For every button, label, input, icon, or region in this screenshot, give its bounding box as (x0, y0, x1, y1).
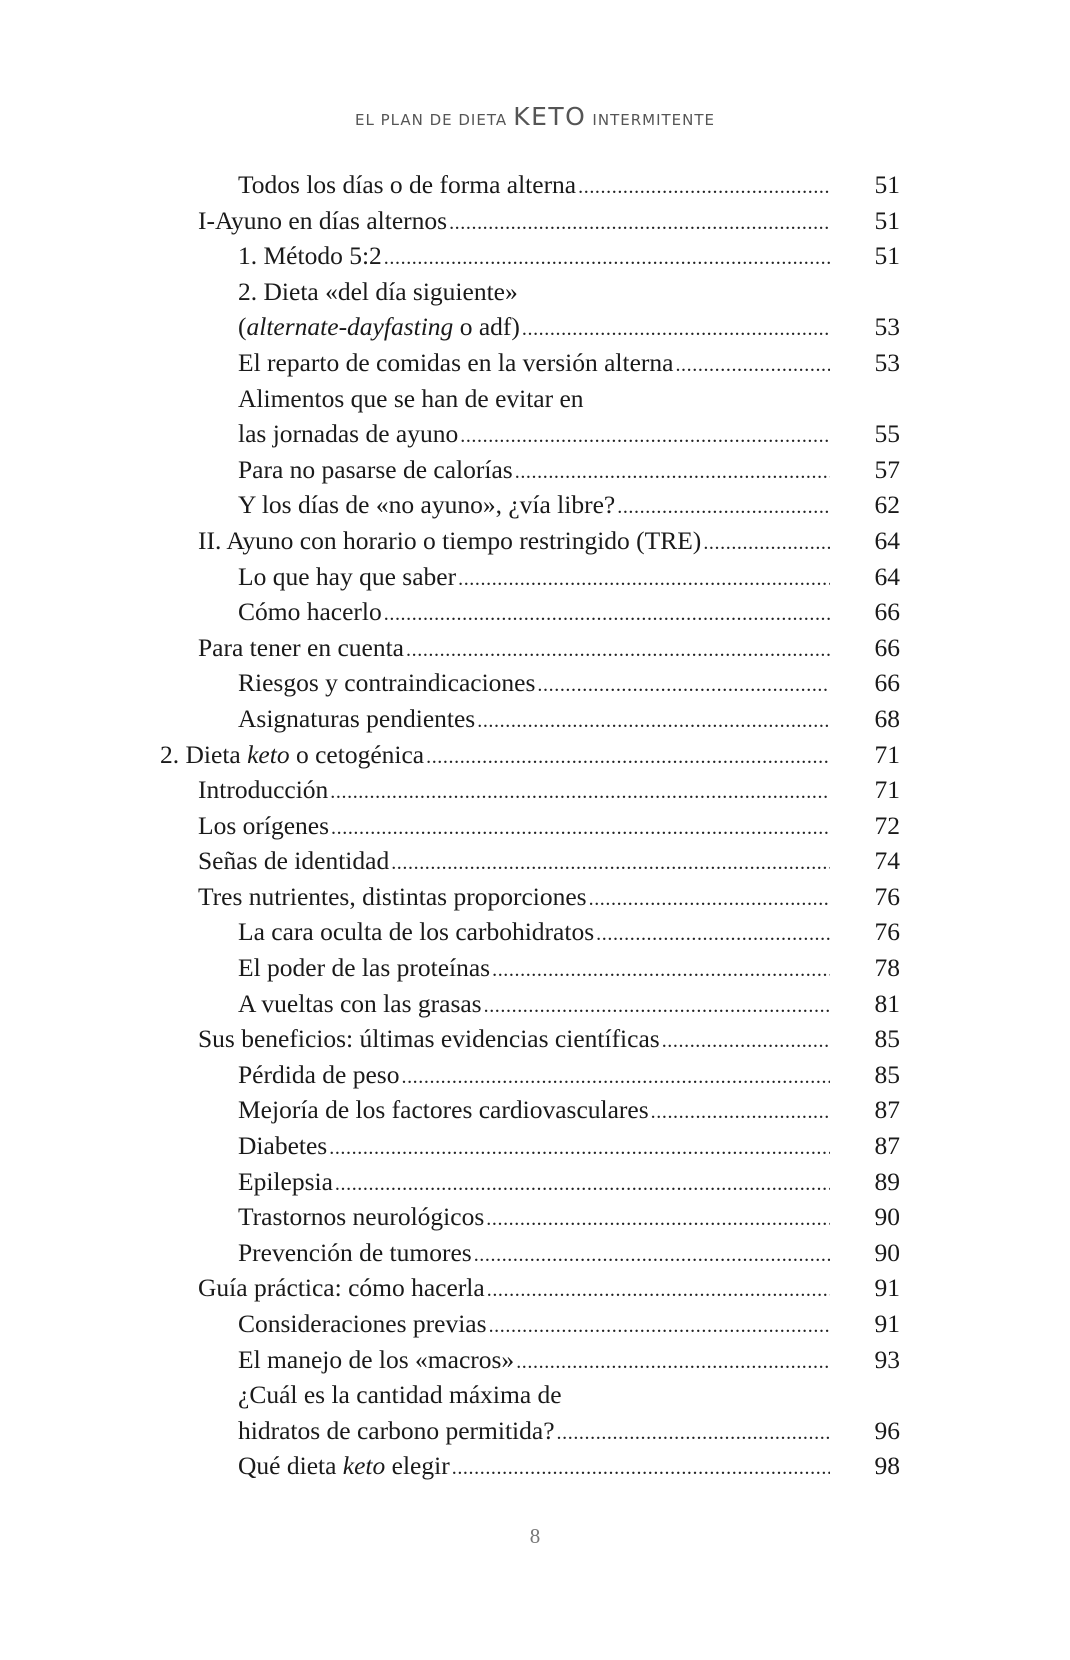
toc-entry-text (238, 416, 830, 455)
toc-entry-text (238, 345, 830, 384)
toc-entry (0, 1306, 1070, 1342)
toc-page-number: 51 (874, 205, 900, 235)
toc-entry-text (238, 167, 830, 206)
toc-page-number: 90 (874, 1237, 900, 1267)
toc-entry (0, 345, 1070, 381)
toc-entry-title (238, 1342, 516, 1378)
toc-entry-title (198, 1021, 662, 1057)
toc-entry-text (238, 1448, 830, 1487)
toc-entry-text (238, 452, 830, 491)
toc-page-number: 57 (874, 454, 900, 484)
toc-entry-title (160, 737, 426, 773)
toc-title-text: Guía práctica: cómo hacerla (198, 1273, 485, 1303)
toc-title-text-after: o adf) (453, 312, 520, 342)
toc-entry (0, 452, 1070, 488)
toc-entry (0, 381, 1070, 417)
toc-entry-title (238, 1235, 474, 1271)
toc-entry-text (238, 1306, 830, 1345)
toc-entry-title (238, 167, 578, 203)
toc-entry-text (238, 1057, 830, 1096)
toc-title-italic: keto (247, 739, 290, 769)
toc-title-text-after: elegir (385, 1451, 450, 1481)
toc-entry-title (198, 630, 406, 666)
toc-title-text: Y los días de «no ayuno», ¿vía libre? (238, 490, 616, 520)
toc-entry-title (198, 879, 589, 915)
dot-leader (651, 1095, 830, 1131)
toc-entry-text (238, 950, 830, 989)
toc-entry-title (238, 1092, 651, 1128)
toc-entry-text (238, 1199, 830, 1238)
toc-entry-title (238, 1164, 335, 1200)
toc-title-text: 2. Dieta (160, 739, 248, 769)
dot-leader (384, 241, 830, 277)
toc-title-text: Epilepsia (238, 1166, 333, 1196)
header-book-title-part1: EL PLAN DE DIETA (354, 111, 508, 129)
dot-leader (331, 811, 830, 847)
toc-entry (0, 238, 1070, 274)
dot-leader (384, 597, 830, 633)
dot-leader (449, 206, 830, 242)
toc-entry-title (238, 950, 492, 986)
toc-entry-text (238, 1377, 830, 1413)
dot-leader (516, 1345, 830, 1381)
toc-title-text: Riesgos y contraindicaciones (238, 668, 536, 698)
toc-entry-text (198, 1270, 830, 1309)
toc-entry (0, 274, 1070, 310)
toc-page-number: 53 (874, 347, 900, 377)
dot-leader (406, 633, 830, 669)
toc-title-text: El reparto de comidas en la versión alterna (238, 347, 674, 377)
dot-leader (487, 1273, 830, 1309)
toc-entry-text (238, 914, 830, 953)
toc-entry-text (238, 381, 830, 417)
toc-page-number: 74 (874, 846, 900, 876)
dot-leader (662, 1024, 830, 1060)
toc-entry (0, 1057, 1070, 1093)
toc-entry-title (198, 203, 449, 239)
toc-entry (0, 1377, 1070, 1413)
toc-entry-text (160, 737, 830, 776)
toc-entry (0, 167, 1070, 203)
toc-page-number: 85 (874, 1059, 900, 1089)
toc-page-number: 87 (874, 1095, 900, 1125)
toc-entry-text (238, 594, 830, 633)
toc-entry-title (238, 559, 458, 595)
toc-entry (0, 808, 1070, 844)
toc-page-number: 71 (874, 775, 900, 805)
toc-page-number: 64 (874, 525, 900, 555)
toc-entry (0, 1413, 1070, 1449)
toc-page-number: 90 (874, 1202, 900, 1232)
toc-page-number: 91 (874, 1273, 900, 1303)
toc-title-text: hidratos de carbono permitida? (238, 1415, 555, 1445)
toc-entry-title (238, 1199, 486, 1235)
toc-entry (0, 1092, 1070, 1128)
toc-page-number: 66 (874, 632, 900, 662)
dot-leader (458, 562, 830, 598)
toc-title-text: El manejo de los «macros» (238, 1344, 515, 1374)
header-book-title-keto: KETO (513, 102, 587, 131)
toc-entry (0, 203, 1070, 239)
toc-title-italic: keto (342, 1451, 386, 1481)
toc-page-number: 76 (874, 881, 900, 911)
dot-leader (492, 953, 830, 989)
toc-entry-title (238, 238, 384, 274)
toc-entry-text (238, 986, 830, 1025)
toc-entry-text (198, 808, 830, 847)
toc-entry-text (238, 1128, 830, 1167)
dot-leader (703, 526, 830, 562)
dot-leader (596, 917, 830, 953)
toc-entry-title (238, 986, 484, 1022)
toc-entry-title (238, 309, 522, 345)
toc-entry (0, 416, 1070, 452)
toc-entry-title (238, 665, 537, 701)
dot-leader (589, 882, 830, 918)
dot-leader (484, 989, 830, 1025)
toc-entry-text (238, 1342, 830, 1381)
dot-leader (537, 668, 830, 704)
toc-entry-text (198, 630, 830, 669)
toc-title-text: Señas de identidad (198, 846, 390, 876)
toc-page-number: 62 (874, 490, 900, 520)
toc-title-text: Alimentos que se han de evitar en (238, 383, 584, 413)
toc-title-text: Asignaturas pendientes (238, 703, 476, 733)
toc-entry-text (238, 1092, 830, 1131)
toc-page-number: 53 (874, 312, 900, 342)
toc-page-number: 51 (874, 241, 900, 271)
toc-entry-text (238, 701, 830, 740)
toc-entry (0, 1235, 1070, 1271)
toc-entry (0, 487, 1070, 523)
toc-entry (0, 879, 1070, 915)
toc-page-number: 68 (874, 703, 900, 733)
toc-entry (0, 772, 1070, 808)
toc-page-number: 66 (874, 668, 900, 698)
toc-entry-title (238, 1057, 401, 1093)
dot-leader (486, 1202, 830, 1238)
toc-title-text: II. Ayuno con horario o tiempo restringido (TRE) (198, 525, 702, 555)
dot-leader (477, 704, 830, 740)
toc-title-text: I-Ayuno en días alternos (198, 205, 448, 235)
toc-title-text: Sus beneficios: últimas evidencias científicas (198, 1024, 660, 1054)
toc-page-number: 81 (874, 988, 900, 1018)
toc-page-number: 78 (874, 953, 900, 983)
dot-leader (557, 1416, 830, 1452)
toc-title-text: Todos los días o de forma alterna (238, 170, 577, 199)
toc-title-text: Mejoría de los factores cardiovasculares (238, 1095, 649, 1125)
toc-page-number: 66 (874, 597, 900, 627)
toc-entry-text (238, 309, 830, 348)
toc-title-text: las jornadas de ayuno (238, 419, 459, 449)
toc-title-text: Trastornos neurológicos (238, 1202, 485, 1232)
toc-title-text: Pérdida de peso (238, 1059, 400, 1089)
toc-entry-text (238, 487, 830, 526)
dot-leader (391, 846, 830, 882)
toc-page-number: 71 (874, 739, 900, 769)
dot-leader (401, 1060, 830, 1096)
dot-leader (329, 1131, 830, 1167)
toc-title-text: Cómo hacerlo (238, 597, 382, 627)
toc-entry-title (238, 914, 596, 950)
dot-leader (675, 348, 830, 384)
toc-title-text: Introducción (198, 775, 329, 805)
toc-entry-title (238, 274, 520, 310)
toc-entry-title (238, 1128, 329, 1164)
dot-leader (489, 1309, 830, 1345)
toc-entry (0, 1270, 1070, 1306)
toc-title-text: Para no pasarse de calorías (238, 454, 513, 484)
toc-entry (0, 594, 1070, 630)
toc-entry-title (238, 594, 384, 630)
toc-entry-text (238, 1235, 830, 1274)
toc-entry-title (238, 1377, 564, 1413)
toc-entry (0, 1164, 1070, 1200)
toc-entry-title (238, 452, 515, 488)
toc-entry-text (238, 665, 830, 704)
toc-page-number: 85 (874, 1024, 900, 1054)
toc-entry (0, 559, 1070, 595)
dot-leader (515, 455, 830, 491)
toc-page-number: 87 (874, 1131, 900, 1161)
toc-entry-text (198, 772, 830, 811)
toc-title-text: Diabetes (238, 1131, 328, 1161)
toc-entry-text (198, 843, 830, 882)
toc-title-text: Lo que hay que saber (238, 561, 457, 591)
running-header (0, 102, 1070, 131)
table-of-contents (0, 167, 1070, 1484)
toc-page-number: 64 (874, 561, 900, 591)
toc-title-text: Tres nutrientes, distintas proporciones (198, 881, 587, 911)
toc-title-text: Para tener en cuenta (198, 632, 405, 662)
toc-entry-text (238, 238, 830, 277)
toc-entry (0, 914, 1070, 950)
toc-page-number: 76 (874, 917, 900, 947)
toc-entry-title (238, 381, 586, 417)
toc-entry-title (198, 1270, 487, 1306)
toc-entry-title (238, 416, 460, 452)
page-number: 8 (529, 1524, 541, 1548)
toc-entry-text (198, 523, 830, 562)
toc-title-italic: alternate-dayfasting (246, 312, 454, 342)
toc-entry (0, 665, 1070, 701)
toc-title-text: 1. Método 5:2 (238, 241, 382, 271)
toc-title-text: Los orígenes (198, 810, 330, 840)
toc-title-text: ¿Cuál es la cantidad máxima de (238, 1380, 562, 1410)
toc-entry-title (238, 1413, 557, 1449)
dot-leader (474, 1238, 830, 1274)
toc-entry-text (238, 1164, 830, 1203)
dot-leader (617, 490, 830, 526)
toc-entry-text (238, 559, 830, 598)
toc-entry-text (198, 203, 830, 242)
toc-page-number: 91 (874, 1309, 900, 1338)
toc-entry (0, 986, 1070, 1022)
dot-leader (426, 740, 830, 776)
toc-entry (0, 1128, 1070, 1164)
toc-entry (0, 523, 1070, 559)
dot-leader (522, 312, 830, 348)
toc-title-text: Consideraciones previas (238, 1309, 487, 1338)
dot-leader (452, 1451, 830, 1487)
toc-page-number: 72 (874, 810, 900, 840)
toc-page-number: 96 (874, 1415, 900, 1445)
toc-entry (0, 737, 1070, 773)
toc-entry-title (198, 808, 331, 844)
toc-entry (0, 630, 1070, 666)
toc-entry-title (238, 1306, 489, 1342)
toc-page-number: 89 (874, 1166, 900, 1196)
dot-leader (578, 170, 830, 206)
dot-leader (335, 1167, 830, 1203)
toc-page-number: 93 (874, 1344, 900, 1374)
toc-entry (0, 1199, 1070, 1235)
toc-entry-text (198, 1021, 830, 1060)
toc-title-text: Prevención de tumores (238, 1237, 472, 1267)
toc-entry-title (198, 772, 330, 808)
dot-leader (330, 775, 830, 811)
toc-entry-title (198, 523, 703, 559)
toc-entry (0, 1342, 1070, 1378)
toc-page-number: 51 (874, 170, 900, 199)
toc-entry (0, 1021, 1070, 1057)
toc-title-text: La cara oculta de los carbohidratos (238, 917, 595, 947)
toc-entry (0, 950, 1070, 986)
toc-title-text-after: o cetogénica (289, 739, 425, 769)
toc-entry (0, 1448, 1070, 1484)
toc-entry-title (238, 1448, 452, 1484)
toc-entry (0, 309, 1070, 345)
toc-entry-text (238, 274, 830, 310)
toc-entry-title (238, 487, 617, 523)
header-book-title-part3: INTERMITENTE (592, 111, 715, 129)
toc-page-number: 55 (874, 419, 900, 449)
toc-page-number: 98 (874, 1451, 900, 1481)
toc-title-text: 2. Dieta «del día siguiente» (238, 276, 518, 306)
toc-entry-title (198, 843, 391, 879)
toc-entry-title (238, 701, 477, 737)
toc-title-text: El poder de las proteínas (238, 953, 491, 983)
toc-entry-text (198, 879, 830, 918)
dot-leader (460, 419, 830, 455)
toc-title-text: A vueltas con las grasas (238, 988, 482, 1018)
toc-entry-text (238, 1413, 830, 1452)
toc-title-text: ( (238, 312, 247, 342)
toc-entry (0, 701, 1070, 737)
toc-title-text: Qué dieta (238, 1451, 343, 1481)
toc-entry (0, 843, 1070, 879)
toc-entry-title (238, 345, 675, 381)
